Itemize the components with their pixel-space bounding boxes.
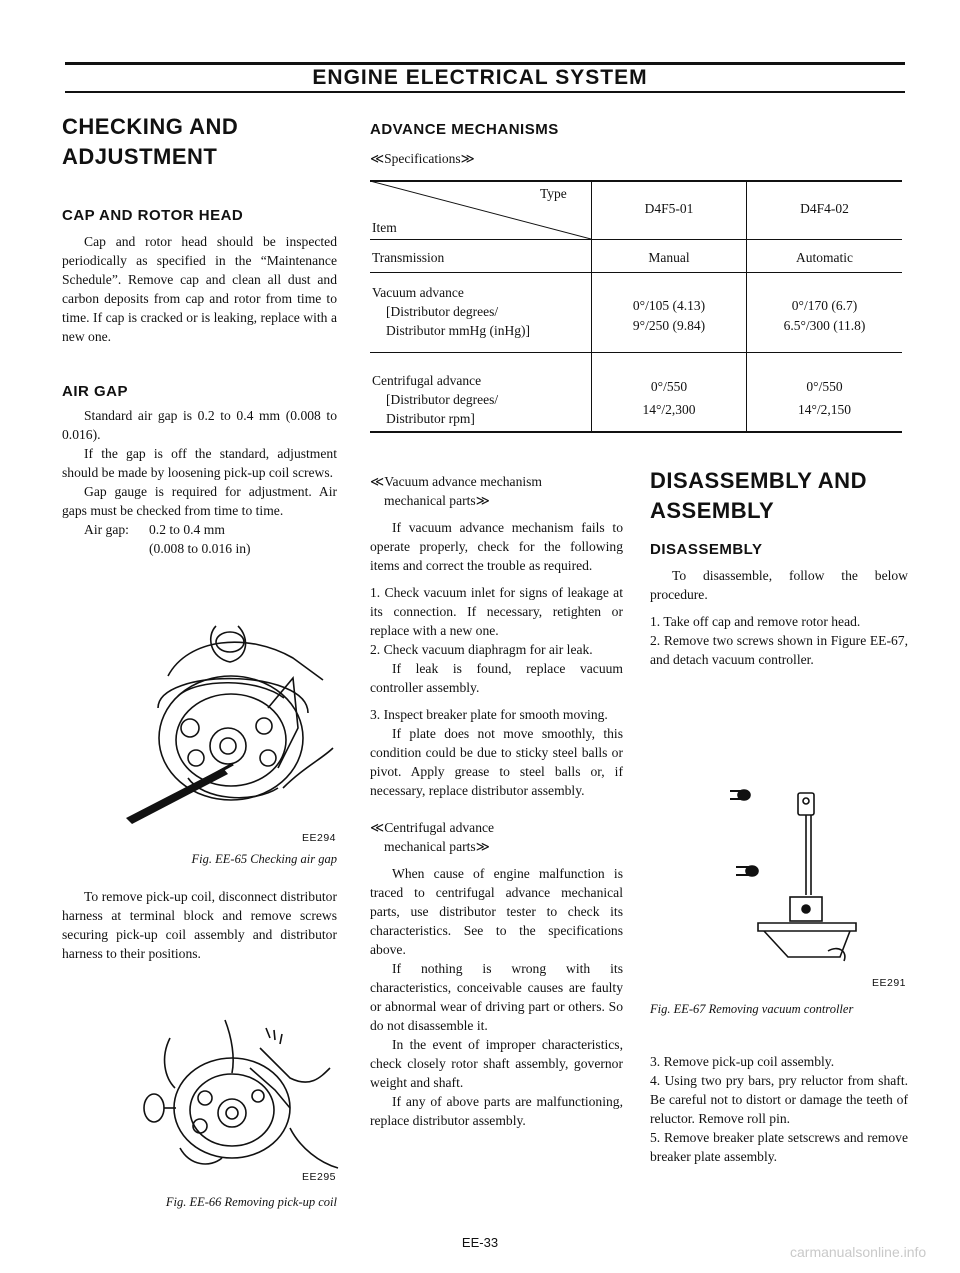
watermark: carmanualsonline.info — [790, 1244, 927, 1260]
vacuum-step-2b: If leak is found, replace vacuum controller assembly. — [370, 661, 623, 695]
fig65-caption: Fig. EE-65 Checking air gap — [191, 852, 337, 866]
right-column — [650, 466, 908, 669]
cap-rotor-heading: CAP AND ROTOR HEAD — [62, 207, 244, 224]
disassembly-step-3: 3. Remove pick-up coil assembly. — [650, 1054, 835, 1069]
air-gap-value-in: (0.008 to 0.016 in) — [149, 541, 251, 556]
table-type-label: Type — [540, 186, 567, 201]
vacuum-subheading-1: ≪Vacuum advance mechanism — [370, 474, 543, 489]
row-centrifugal-label-3: Distributor rpm] — [386, 411, 475, 426]
table-rule-bottom — [370, 431, 902, 433]
row-vacuum-v2b: 6.5°/300 (11.8) — [783, 318, 866, 333]
disassembly-step-4: 4. Using two pry bars, pry reluctor from shaft. Be careful not to distort or damage the teeth of reluctor. Remove roll pin. — [650, 1073, 908, 1126]
pickup-coil-text-block — [62, 887, 337, 963]
row-vacuum-label-2: [Distributor degrees/ — [386, 304, 499, 319]
row-centrifugal-v2 — [747, 375, 902, 421]
table-col1-header: D4F5-01 — [644, 201, 694, 216]
fig66-caption: Fig. EE-66 Removing pick-up coil — [165, 1195, 337, 1209]
vacuum-step-2: 2. Check vacuum diaphragm for air leak. — [370, 642, 593, 657]
row-vacuum-v1 — [592, 296, 746, 336]
row-centrifugal-label-1: Centrifugal advance — [372, 373, 482, 388]
pickup-coil-text: To remove pick-up coil, disconnect distributor harness at terminal block and remove screws securing pick-up coil assembly and distributor harness to their positions. — [62, 889, 337, 961]
table-item-label: Item — [372, 220, 397, 235]
air-gap-text-1: Standard air gap is 0.2 to 0.4 mm (0.008 to 0.016). — [62, 408, 337, 442]
row-vacuum-v1a: 0°/105 (4.13) — [632, 298, 706, 313]
vacuum-subheading-2: mechanical parts≫ — [384, 493, 490, 508]
row-vacuum-label-3: Distributor mmHg (inHg)] — [386, 323, 530, 338]
vacuum-controller-illustration — [728, 785, 868, 965]
row-centrifugal-v1a: 0°/550 — [650, 379, 688, 394]
air-gap-heading: AIR GAP — [62, 383, 129, 400]
fig67-id: EE291 — [871, 977, 906, 989]
pickup-coil-illustration — [140, 1018, 340, 1176]
table-col2-header: D4F4-02 — [800, 201, 849, 216]
vacuum-step-3b: If plate does not move smoothly, this condition could be due to sticky steel balls or pivot. Apply grease to steel balls or, if necessary, replace distributor assembly. — [370, 726, 623, 798]
cap-rotor-text: Cap and rotor head should be inspected periodically as specified in the “Maintenance Schedule”. Remove cap and clean all dust and carbon deposits from cap and rotor from time to time. If cap is cracked or is leaking, replace with a new one. — [62, 234, 337, 344]
air-gap-text-2: If the gap is off the standard, adjustment should be made by loosening pick-up coil screws. — [62, 446, 337, 480]
right-column-steps — [650, 1052, 908, 1166]
centrifugal-subheading-1: ≪Centrifugal advance — [370, 820, 495, 835]
row-transmission-v1: Manual — [648, 250, 690, 265]
fig66-id: EE295 — [301, 1171, 336, 1183]
centrifugal-para-1: When cause of engine malfunction is traced to centrifugal advance mechanical parts, use distributor tester to check its characteristics. See to the specifications above. — [370, 866, 623, 957]
row-vacuum-label — [372, 283, 530, 340]
row-transmission-v2: Automatic — [796, 250, 853, 265]
page-number: EE-33 — [461, 1235, 499, 1250]
advance-mechanisms-heading: ADVANCE MECHANISMS — [370, 121, 559, 138]
centrifugal-para-2: If nothing is wrong with its characteristics, conceivable causes are faulty or abnormal wear of driving part or others. So do not disassemble it. — [370, 961, 623, 1033]
air-gap-value-mm: 0.2 to 0.4 mm — [149, 522, 225, 537]
vacuum-step-3: 3. Inspect breaker plate for smooth moving. — [370, 707, 608, 722]
fig65-id: EE294 — [301, 832, 336, 844]
centrifugal-subheading-2: mechanical parts≫ — [384, 839, 490, 854]
table-rule-row2 — [370, 352, 902, 353]
disassembly-title-1: DISASSEMBLY AND — [650, 468, 867, 493]
disassembly-step-2: 2. Remove two screws shown in Figure EE-67, and detach vacuum controller. — [650, 633, 908, 667]
air-gap-label: Air gap: — [84, 522, 129, 537]
centrifugal-para-4: If any of above parts are malfunctioning, replace distributor assembly. — [370, 1094, 623, 1128]
disassembly-step-5: 5. Remove breaker plate setscrews and remove breaker plate assembly. — [650, 1130, 908, 1164]
row-centrifugal-v1 — [592, 375, 746, 421]
section-title-checking: CHECKING AND — [62, 114, 239, 139]
vacuum-intro: If vacuum advance mechanism fails to operate properly, check for the following items and correct the trouble as required. — [370, 520, 623, 573]
page-header-title: ENGINE ELECTRICAL SYSTEM — [312, 66, 648, 89]
left-column — [62, 112, 337, 558]
section-title-adjustment: ADJUSTMENT — [62, 144, 218, 169]
air-gap-spec — [62, 520, 337, 558]
row-vacuum-v1b: 9°/250 (9.84) — [632, 318, 706, 333]
middle-column-text — [370, 472, 623, 1130]
row-vacuum-v2 — [747, 296, 902, 336]
vacuum-step-1: 1. Check vacuum inlet for signs of leakage at its connection. If necessary, retighten or replace with a new one. — [370, 585, 623, 638]
row-vacuum-v2a: 0°/170 (6.7) — [791, 298, 858, 313]
table-rule-row1 — [370, 272, 902, 273]
disassembly-intro: To disassemble, follow the below procedure. — [650, 568, 908, 602]
row-transmission-label: Transmission — [372, 250, 445, 265]
specifications-label: ≪Specifications≫ — [370, 151, 475, 166]
air-gap-text-3: Gap gauge is required for adjustment. Air gaps must be checked from time to time. — [62, 484, 337, 518]
row-centrifugal-label — [372, 371, 498, 428]
distributor-air-gap-illustration — [118, 618, 338, 830]
row-centrifugal-v1b: 14°/2,300 — [642, 402, 696, 417]
disassembly-step-1: 1. Take off cap and remove rotor head. — [650, 614, 861, 629]
header-rule-bottom — [65, 91, 905, 93]
header-rule-top — [65, 62, 905, 65]
fig67-caption: Fig. EE-67 Removing vacuum controller — [650, 1002, 854, 1016]
row-centrifugal-v2a: 0°/550 — [806, 379, 843, 394]
row-centrifugal-v2b: 14°/2,150 — [797, 402, 852, 417]
row-vacuum-label-1: Vacuum advance — [372, 285, 464, 300]
centrifugal-para-3: In the event of improper characteristics, check closely rotor shaft assembly, governor weight and shaft. — [370, 1037, 623, 1090]
disassembly-title-2: ASSEMBLY — [650, 498, 775, 523]
disassembly-heading: DISASSEMBLY — [650, 541, 763, 558]
row-centrifugal-label-2: [Distributor degrees/ — [386, 392, 499, 407]
